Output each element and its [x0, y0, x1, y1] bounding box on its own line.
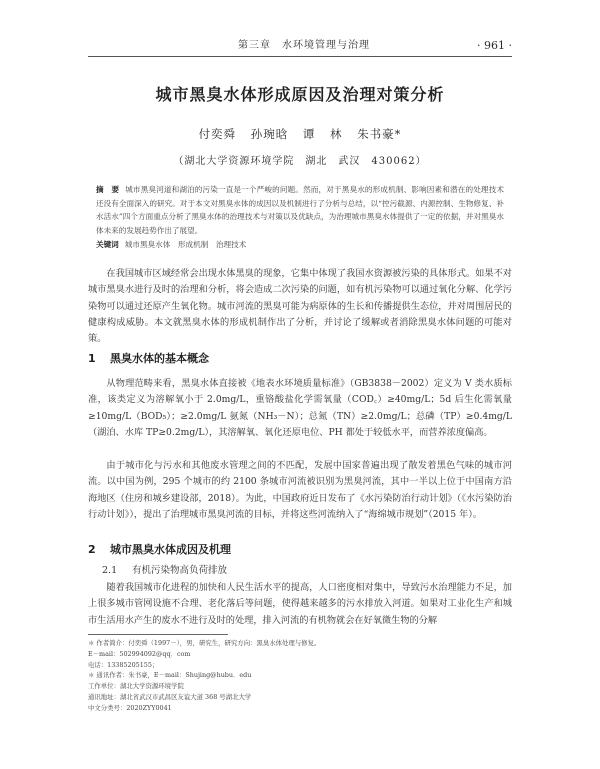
body-paragraph: 随着我国城市化进程的加快和人民生活水平的提高，人口密度相对集中，导致污水治理能力不足，加上很多城市管网设施不合理、老化落后等问题，使得越来越多的污水排放入河道。如果对工业化生产和城市生活用水产生的废水不进行及时的处理，排入河流的有机物就会在好氧微生物的分解: [88, 582, 512, 626]
footnote-line: 工作单位：湖北大学资源环境学院: [88, 682, 184, 691]
running-head: [88, 38, 512, 57]
footnote-line: 通讯地址：湖北省武汉市武昌区友谊大道 368 号湖北大学: [88, 692, 252, 701]
body-paragraph: 从物理范畴来看，黑臭水体直接被《地表水环境质量标准》（GB3838－2002）定义为 V 类水质标准，该类定义为溶解氧小于 2.0mg/L，重铬酸盐化学需氧量（COD꜀）≥40mg/L；5d 后生化需氧量≥10mg/L（BOD₅）；≥2.0mg/L 氨氮（NH₃－N）；总氮（TN）≥2.0mg/L；总磷（TP）≥0.4mg/L（湖泊、水库 TP≥0.2mg/L），其溶解氧、氧化还原电位、PH 都处于较低水平，而营养浓度偏高。: [88, 378, 512, 438]
intro-paragraph: 在我国城市区域经常会出现水体黑臭的现象，它集中体现了我国水资源被污染的具体形式。如果不对城市黑臭水进行及时的治理和分析，将会造成二次污染的问题，如有机污染物可以通过氧化分解、化学污染物可以通过还原产生氧化物。城市河流的黑臭可能为病原体的生长和传播提供生态位，并对周围居民的健康构成威胁。本文就黑臭水体的形成机制作出了分析，并讨论了缓解或者消除黑臭水体问题的可能对策。: [88, 268, 512, 345]
running-head-section: 第三章 水环境管理与治理: [238, 40, 370, 51]
subsection-title: 有机污染物高负荷排放: [132, 565, 228, 576]
section-heading: [88, 542, 512, 558]
subsection-heading: [102, 563, 512, 579]
author-list: [0, 126, 600, 142]
footnote-line: ＊ 作者简介：付奕舜（1997－），男，研究生，研究方向：黑臭水体处理与修复。: [88, 639, 321, 647]
keywords: [96, 238, 504, 251]
abstract-label: 摘 要: [96, 185, 120, 194]
footnote-line: 中文分类号：2020ZYY0041: [88, 703, 172, 712]
section-heading: [88, 351, 512, 367]
abstract: [96, 183, 504, 237]
body-paragraph: 由于城市化与污水和其他废水管理之间的不匹配，发展中国家普遍出现了散发着黑色气味的城市河流。以中国为例，295 个城市的约 2100 条城市河流被识别为黑臭河流，其中一半以上位于中国南方沿海地区（住房和城乡建设部，2018）。为此，中国政府近日发布了《水污染防治行动计划》（《水污染防治行动计划》），提出了治理城市黑臭河流的目标，并将这些河流纳入了“海绵城市规划”（2015 年）。: [88, 460, 512, 520]
footnote-rule: [88, 634, 228, 635]
keywords-text: 城市黑臭水体 形成机制 治理技术: [124, 240, 247, 249]
section-number: 1: [88, 352, 96, 365]
page-number: · 961 ·: [477, 39, 512, 52]
section-title: 城市黑臭水体成因及机理: [110, 543, 231, 556]
affiliation: （湖北大学资源环境学院 湖北 武汉 430062）: [173, 156, 427, 167]
footnotes: [88, 638, 512, 714]
footnote-line: 电话：13385205155；: [88, 660, 159, 669]
article-title: 城市黑臭水体形成原因及治理对策分析: [155, 85, 445, 104]
subsection-number: 2.1: [102, 565, 118, 576]
abstract-text: 城市黑臭河道和湖泊的污染一直是一个严峻的问题。然而，对于黑臭水的形成机制、影响因素和潜在的处理技术还没有全面深入的研究。对于本文对黑臭水体的成因以及机制进行了分析与总结，以“控污截源、内源控制、生物修复、补水活水”四个方面重点分析了黑臭水体的治理技术与对策以及优缺点，为治理城市黑臭水体提供了一定的依据，并对黑臭水体未来的发展趋势作出了展望。: [96, 185, 504, 235]
footnote-line: ＊ 通讯作者：朱书豪，E－mail：Shujing@hubu．edu: [88, 671, 252, 680]
author-name: 付奕舜: [198, 127, 237, 141]
section-title: 黑臭水体的基本概念: [110, 352, 209, 365]
keywords-label: 关键词: [96, 240, 119, 249]
author-name: 林: [330, 127, 343, 141]
author-name: 朱书豪*: [357, 127, 402, 141]
footnote-line: E－mail：502994092@qq．com: [88, 649, 191, 658]
section-number: 2: [88, 543, 96, 556]
author-name: 孙琬晗: [250, 127, 289, 141]
author-name: 谭: [302, 127, 316, 141]
